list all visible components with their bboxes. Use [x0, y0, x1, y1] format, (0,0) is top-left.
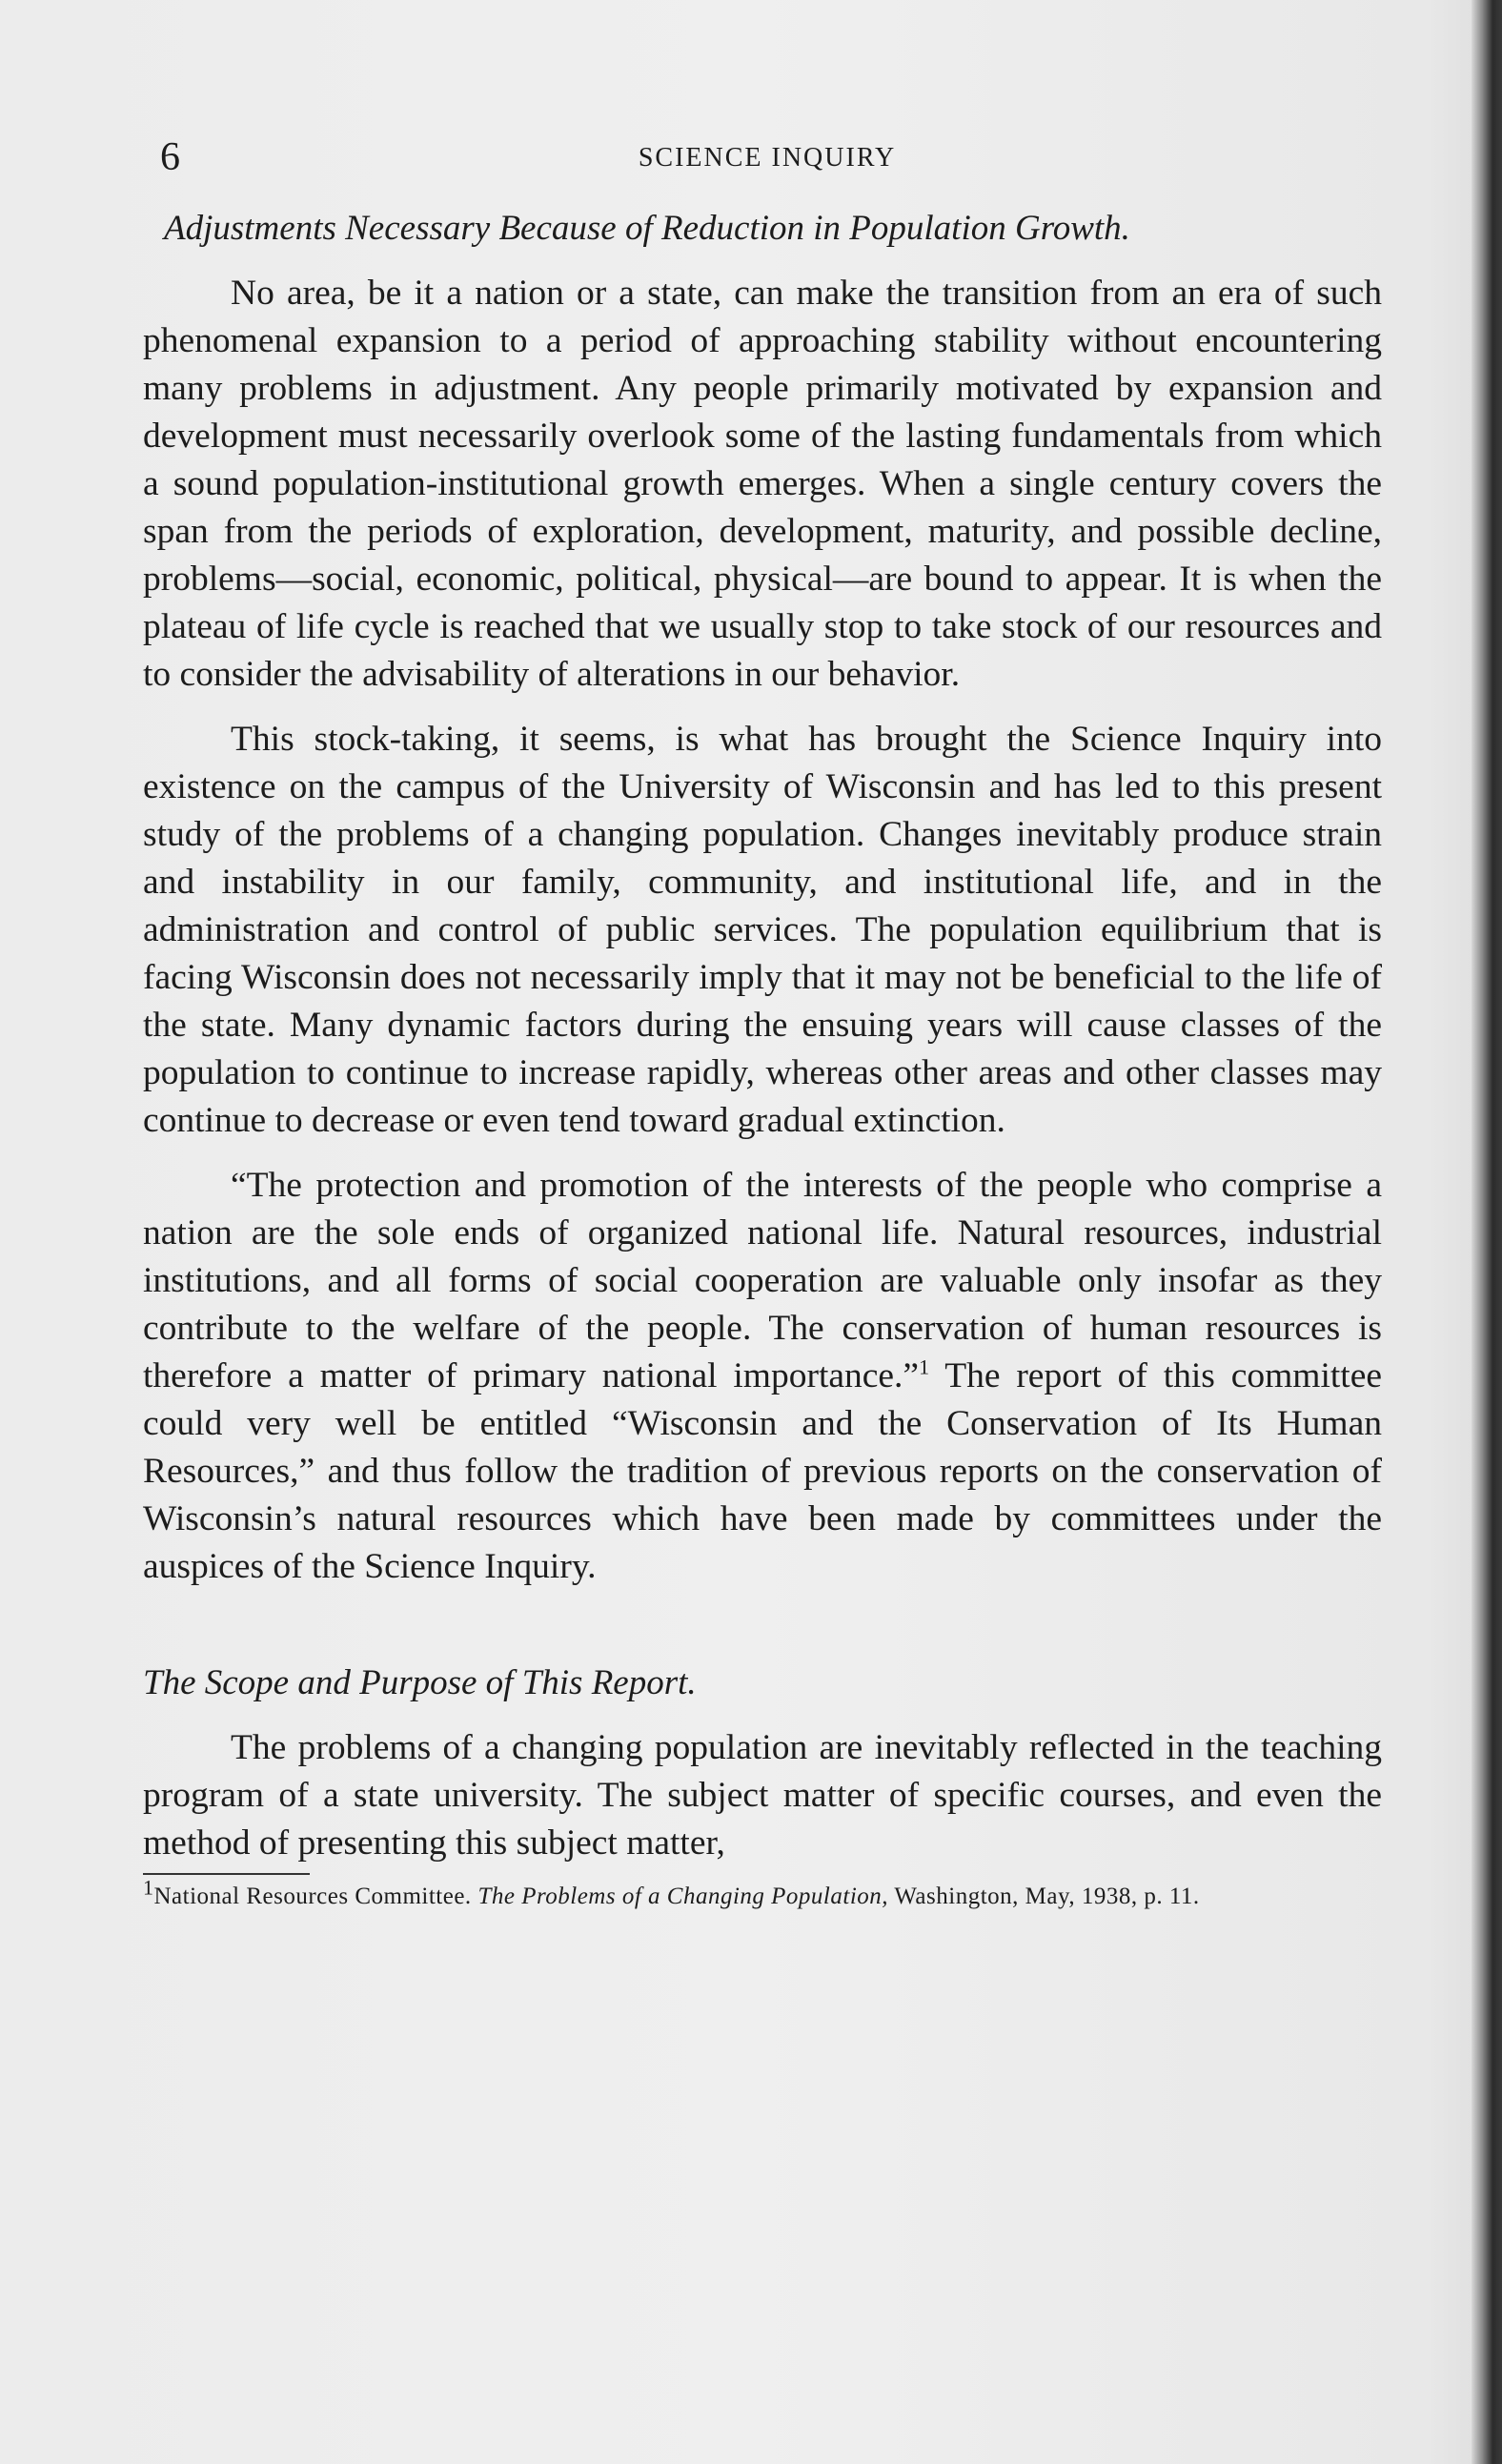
body-paragraph-1: No area, be it a nation or a state, can make the transition from an era of such phenomenal expansion to a period of approaching stability without encountering many problems in adjustment. Any people primarily motivated by expansion and development must necessarily overlook some of the lasting fundamentals from which a sound population-institutional growth emerges. When a single century covers the span from the periods of exploration, development, maturity, and possible decline, problems—social, economic, political, physical—are bound to appear. It is when the plateau of life cycle is reached that we usually stop to take stock of our resources and to consider the advisability of alterations in our behavior.	[143, 274, 1382, 694]
section-heading-adjustments: Adjustments Necessary Because of Reduction in Population Growth.	[164, 209, 1130, 248]
page-number: 6	[160, 135, 180, 179]
footnote-reference[interactable]: 1	[919, 1354, 930, 1379]
body-paragraph-2: This stock-taking, it seems, is what has brought the Science Inquiry into existence on the campus of the University of Wisconsin and has led to this present study of the problems of a changing population. Changes inevitably produce strain and instability in our family, community, and institutional life, and in the administration and control of public services. The population equilibrium that is facing Wisconsin does not necessarily imply that it may not be beneficial to the life of the state. Many dynamic factors during the ensuing years will cause classes of the population to continue to increase rapidly, whereas other areas and other classes may continue to decrease or even tend toward gradual extinction.	[143, 720, 1382, 1140]
footnote	[143, 1875, 1382, 1909]
footnote-number: 1	[143, 1875, 154, 1900]
page-body	[143, 205, 1382, 1909]
footnote-details: Washington, May, 1938, p. 11.	[894, 1884, 1200, 1909]
footnote-source: National Resources Committee.	[153, 1884, 472, 1909]
footnote-divider	[143, 1873, 310, 1875]
footnote-title: The Problems of a Changing Population,	[477, 1884, 889, 1909]
quote-continuation: The report of this committee could very well be entitled “Wisconsin and the Conservation of Its Human Resources,” and thus follow the tradition of previous reports on the conservation of Wisconsin’s natural resources which have been made by committees under the auspices of the Science Inquiry.	[143, 1356, 1382, 1586]
body-paragraph-3	[143, 1162, 1382, 1591]
section-heading-scope: The Scope and Purpose of This Report.	[143, 1663, 697, 1702]
quote-text: “The protection and promotion of the interests of the people who comprise a nation are the sole ends of organized national life. Natural resources, industrial institutions, and all forms of social cooperation are valuable only insofar as they contribute to the welfare of the people. The conservation of human resources is therefore a matter of primary national importance.”	[143, 1166, 1382, 1395]
page-header	[152, 133, 1382, 181]
running-head: SCIENCE INQUIRY	[638, 143, 897, 173]
body-paragraph-4: The problems of a changing population are inevitably reflected in the teaching program of a state university. The subject matter of specific courses, and even the method of presenting this subject matter,	[143, 1728, 1382, 1863]
page-edge-shadow	[1472, 0, 1502, 2464]
